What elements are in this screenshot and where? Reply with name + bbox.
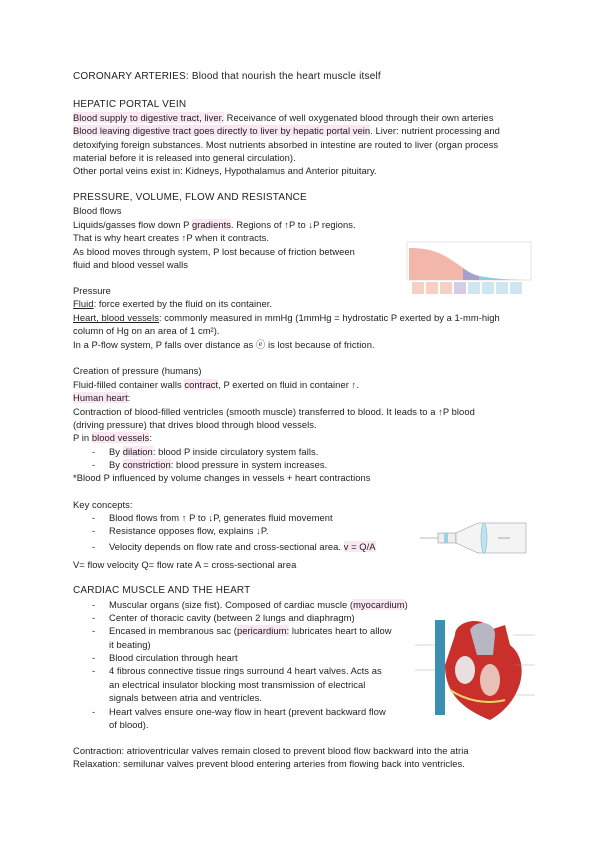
text-line xyxy=(73,339,375,351)
highlighted-term: gradients xyxy=(191,219,231,230)
underlined-term: Heart, blood vessels xyxy=(73,312,159,323)
text-line xyxy=(73,499,133,511)
text-span: ) xyxy=(404,599,408,610)
highlighted-term: myocardium xyxy=(353,599,405,610)
text-span: of blood). xyxy=(109,719,149,730)
bullet-marker: - xyxy=(92,512,96,523)
text-line xyxy=(73,125,500,137)
text-span: Contraction of blood-filled ventricles (smooth muscle) transferred to blood. It leads to a ↑P blood xyxy=(73,406,475,417)
text-span: : xyxy=(127,392,131,403)
bullet-item xyxy=(92,512,333,524)
text-line xyxy=(73,432,152,444)
text-line xyxy=(73,259,188,271)
section-heading xyxy=(73,192,307,204)
bullet-marker: - xyxy=(92,706,96,717)
text-span: material before it is released into general circulation). xyxy=(73,152,296,163)
bullet-marker: - xyxy=(92,652,96,663)
text-line xyxy=(109,639,151,651)
text-span: , P exerted on fluid in container ↑. xyxy=(218,379,359,390)
text-line xyxy=(73,232,269,244)
text-line xyxy=(73,246,355,258)
text-span: lubricates heart to allow xyxy=(289,625,392,636)
text-line xyxy=(73,139,498,151)
text-span: signals between atria and ventricles. xyxy=(109,692,262,703)
text-span: (driving pressure) that drives blood through blood vessels. xyxy=(73,419,317,430)
text-span: By xyxy=(109,459,123,470)
text-span: : blood P inside circulatory system falls. xyxy=(152,446,319,457)
text-line xyxy=(73,298,272,310)
text-span: Pressure xyxy=(73,285,111,296)
text-span: Key concepts: xyxy=(73,499,133,510)
text-span: it beating) xyxy=(109,639,151,650)
bullet-item xyxy=(92,706,386,718)
highlighted-term: Blood supply to digestive tract, liver. xyxy=(73,112,224,123)
bullet-item xyxy=(92,446,319,458)
text-span: column of Hg on an area of 1 cm²). xyxy=(73,325,220,336)
text-span: Muscular organs (size fist). Composed of cardiac muscle ( xyxy=(109,599,354,610)
bullet-marker: - xyxy=(92,446,96,457)
text-span: Center of thoracic cavity (between 2 lungs and diaphragm) xyxy=(109,612,355,623)
bullet-item xyxy=(92,665,382,677)
text-span: Liquids/gasses flow down P xyxy=(73,219,192,230)
text-line xyxy=(73,392,130,404)
text-line xyxy=(73,472,370,484)
bullet-item xyxy=(92,525,269,537)
text-line xyxy=(73,112,493,124)
highlighted-term: contract xyxy=(184,379,219,390)
text-line xyxy=(73,285,111,297)
flow-tube-diagram xyxy=(418,515,536,567)
text-span: P in xyxy=(73,432,92,443)
text-line xyxy=(109,692,262,704)
text-span: By xyxy=(109,446,123,457)
text-line xyxy=(73,419,317,431)
bullet-item xyxy=(92,625,392,637)
bullet-item xyxy=(92,652,238,664)
highlighted-term: pericardium: xyxy=(236,625,290,636)
bullet-marker: - xyxy=(92,459,96,470)
text-span: Blood flows xyxy=(73,205,122,216)
text-line xyxy=(73,152,296,164)
text-line xyxy=(73,559,296,571)
text-span: Blood circulation through heart xyxy=(109,652,238,663)
text-line xyxy=(73,325,220,337)
section-heading xyxy=(73,585,251,597)
text-span: HEPATIC PORTAL VEIN xyxy=(73,99,187,110)
text-span: Other portal veins exist in: Kidneys, Hypothalamus and Anterior pituitary. xyxy=(73,165,377,176)
bullet-item xyxy=(92,459,328,471)
highlighted-term: Blood leaving digestive tract goes directly to liver by hepatic portal vein xyxy=(73,125,371,136)
text-line xyxy=(73,758,465,770)
text-span: Blood flows from ↑ P to ↓P, generates fluid movement xyxy=(109,512,333,523)
bullet-marker: - xyxy=(92,625,96,636)
text-line xyxy=(73,379,359,391)
text-span: Fluid-filled container walls xyxy=(73,379,185,390)
text-span: fluid and blood vessel walls xyxy=(73,259,189,270)
text-span: In a P-flow system, P falls over distance as ⓔ is lost because of friction. xyxy=(73,339,375,350)
text-span: CARDIAC MUSCLE AND THE HEART xyxy=(73,585,251,596)
bullet-item xyxy=(92,599,408,611)
text-span: : blood pressure in system increases. xyxy=(170,459,328,470)
text-line xyxy=(73,406,475,418)
text-line xyxy=(73,312,500,324)
highlighted-term: blood vessels xyxy=(91,432,150,443)
text-span: As blood moves through system, P lost because of friction between xyxy=(73,246,355,257)
text-span: PRESSURE, VOLUME, FLOW AND RESISTANCE xyxy=(73,192,307,203)
text-span: 4 fibrous connective tissue rings surround 4 heart valves. Acts as xyxy=(109,665,382,676)
text-span: Resistance opposes flow, explains ↓P. xyxy=(109,525,269,536)
text-span: detoxifying foreign substances. Most nutrients absorbed in intestine are routed to liver (organ process xyxy=(73,139,499,150)
text-span: Heart valves ensure one-way flow in heart (prevent backward flow xyxy=(109,706,386,717)
bullet-marker: - xyxy=(92,665,96,676)
bullet-item xyxy=(92,541,376,553)
text-line xyxy=(73,205,122,217)
text-span: . Regions of ↑P to ↓P regions. xyxy=(231,219,356,230)
text-span: *Blood P influenced by volume changes in vessels + heart contractions xyxy=(73,472,371,483)
text-span: Velocity depends on flow rate and cross-sectional area. xyxy=(109,541,344,552)
text-span: : xyxy=(149,432,152,443)
bullet-marker: - xyxy=(92,599,96,610)
text-line xyxy=(109,719,149,731)
text-span: : commonly measured in mmHg (1mmHg = hydrostatic P exerted by a 1-mm-high xyxy=(158,312,500,323)
highlighted-term: v = Q/A xyxy=(343,541,376,552)
text-span: V= flow velocity Q= flow rate A = cross-sectional area xyxy=(73,559,297,570)
text-span: That is why heart creates ↑P when it contracts. xyxy=(73,232,270,243)
text-span: Receivance of well oxygenated blood through their own arteries xyxy=(223,112,494,123)
text-span: an electrical insulator blocking most transmission of electrical xyxy=(109,679,366,690)
text-span: : force exerted by the fluid on its container. xyxy=(93,298,273,309)
text-line xyxy=(73,219,356,231)
underlined-term: Fluid xyxy=(73,298,94,309)
section-heading xyxy=(73,99,186,111)
text-line xyxy=(73,745,469,757)
highlighted-term: Human heart xyxy=(73,392,128,403)
text-span: Creation of pressure (humans) xyxy=(73,365,202,376)
text-span: Relaxation: semilunar valves prevent blood entering arteries from flowing back into ventricles. xyxy=(73,758,465,769)
bullet-marker: - xyxy=(92,612,96,623)
text-span: CORONARY ARTERIES: Blood that nourish the heart muscle itself xyxy=(73,71,381,82)
text-line xyxy=(73,365,202,377)
text-span: Contraction: atrioventricular valves remain closed to prevent blood flow backward into the atria xyxy=(73,745,469,756)
text-span: . Liver: nutrient processing and xyxy=(370,125,500,136)
text-span: Encased in membranous sac ( xyxy=(109,625,237,636)
text-line xyxy=(73,165,377,177)
highlighted-term: constriction xyxy=(122,459,171,470)
bullet-marker: - xyxy=(92,525,96,536)
bullet-item xyxy=(92,612,355,624)
highlighted-term: dilation xyxy=(122,446,153,457)
text-line xyxy=(109,679,365,691)
section-heading xyxy=(73,71,381,83)
heart-anatomy-illustration xyxy=(415,615,535,725)
bullet-marker: - xyxy=(92,541,96,552)
pressure-graph-figure xyxy=(395,240,535,295)
